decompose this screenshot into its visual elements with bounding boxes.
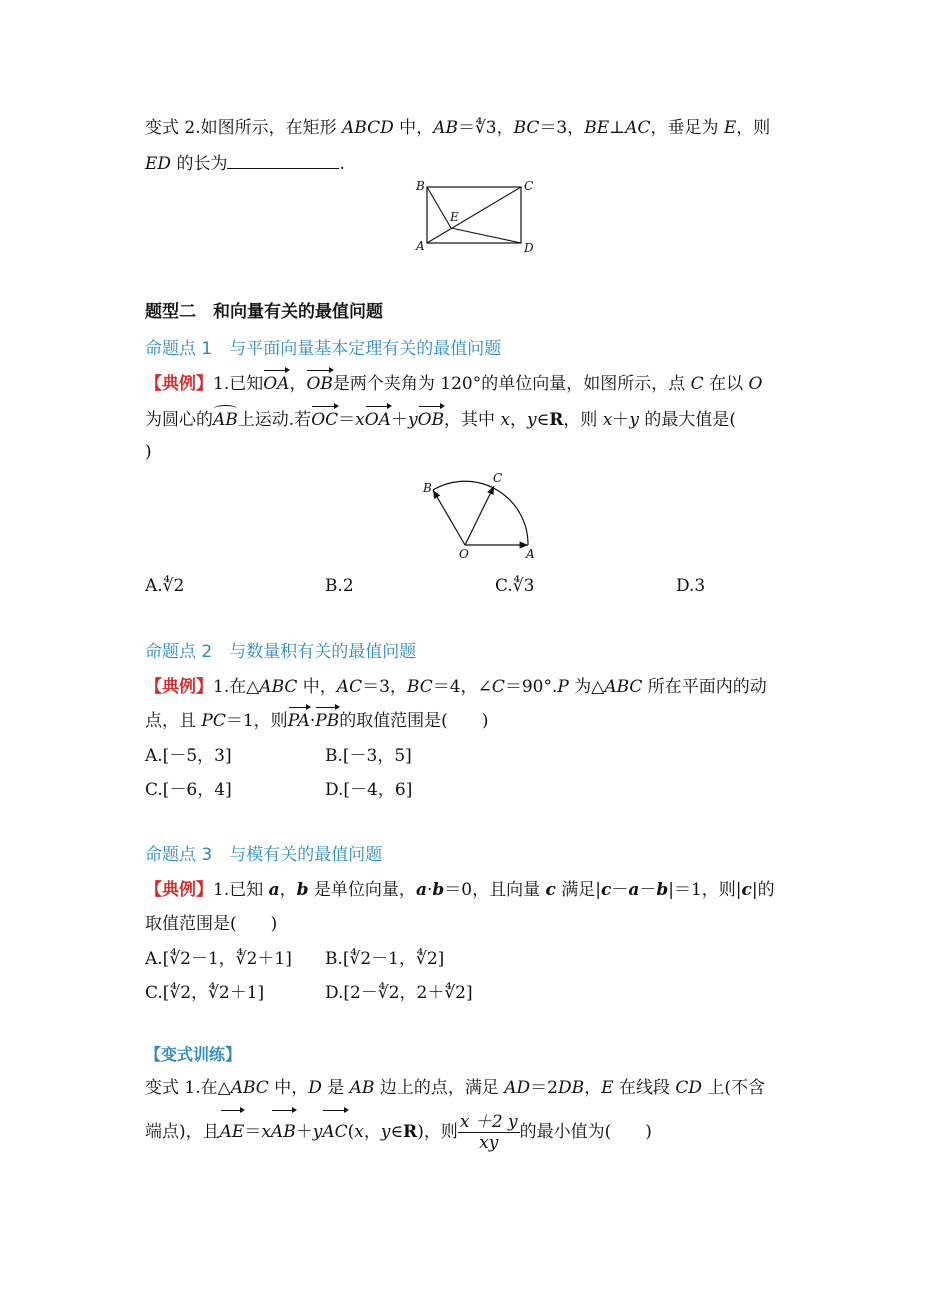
sub1-line1: 【典例】1.已知OA，OB是两个夹角为 120°的单位向量，如图所示，点 C 在以 O bbox=[145, 374, 763, 394]
sub3-line1: 【典例】1.已知 a，b 是单位向量，a·b＝0，且向量 c 满足|c－a－b|＝1，则|c|的 bbox=[145, 880, 775, 900]
sub3-option-c[interactable]: C.[∜2，∜2＋1] bbox=[145, 983, 265, 1003]
label-b: B bbox=[423, 481, 432, 495]
sub3-option-d[interactable]: D.[2－∜2，2＋∜2] bbox=[325, 983, 473, 1003]
sub2-option-a[interactable]: A.[－5，3] bbox=[145, 746, 232, 766]
segment-be bbox=[427, 187, 451, 228]
fraction-numerator: x ＋2 y bbox=[459, 1112, 518, 1132]
fraction bbox=[458, 1112, 520, 1153]
sub2-title: 命题点 2 与数量积有关的最值问题 bbox=[145, 642, 417, 662]
sub2-line2: 点，且 PC＝1，则PA·PB的取值范围是( ) bbox=[145, 711, 489, 731]
label-c: C bbox=[493, 471, 503, 485]
sub3-option-a[interactable]: A.[∜2－1，∜2＋1] bbox=[145, 949, 292, 969]
sub2-tag: 【典例】 bbox=[145, 677, 213, 697]
segment-ed bbox=[451, 228, 521, 243]
sub1-line3: ) bbox=[145, 442, 152, 462]
arc-figure bbox=[410, 468, 550, 560]
vector-oc bbox=[465, 486, 494, 545]
label-a: A bbox=[526, 547, 535, 560]
sub1-option-b[interactable]: B.2 bbox=[325, 576, 354, 596]
sub1-tag: 【典例】 bbox=[145, 374, 213, 394]
diagonal-ac bbox=[427, 187, 521, 243]
rectangle-figure bbox=[410, 178, 545, 258]
sub1-title: 命题点 1 与平面向量基本定理有关的最值问题 bbox=[145, 339, 502, 359]
sub3-option-b[interactable]: B.[∜2－1，∜2] bbox=[325, 949, 445, 969]
sub3-line2: 取值范围是( ) bbox=[145, 914, 278, 934]
label-e: E bbox=[450, 210, 459, 224]
sub1-line2: 为圆心的AB上运动.若OC＝xOA＋yOB，其中 x，y∈R，则 x＋y 的最大值是( bbox=[145, 410, 736, 430]
label-a: A bbox=[416, 239, 425, 253]
sub3-title: 命题点 3 与模有关的最值问题 bbox=[145, 845, 383, 865]
sub2-option-b[interactable]: B.[－3，5] bbox=[325, 746, 412, 766]
fraction-denominator: xy bbox=[479, 1133, 499, 1153]
label-o: O bbox=[459, 547, 469, 560]
label-b: B bbox=[416, 179, 425, 193]
training-title: 【变式训练】 bbox=[145, 1045, 242, 1064]
sub2-option-d[interactable]: D.[－4，6] bbox=[325, 780, 413, 800]
label-c: C bbox=[524, 179, 534, 193]
answer-blank[interactable] bbox=[227, 150, 339, 169]
sub2-option-c[interactable]: C.[－6，4] bbox=[145, 780, 232, 800]
training-line1: 变式 1.在△ABC 中，D 是 AB 边上的点，满足 AD＝2DB，E 在线段 CD 上(不含 bbox=[145, 1078, 766, 1098]
training-line2: 端点)，且AE＝xAB＋yAC(x，y∈R)，则 $\frac{x +2 y}{xy}$ 的最小值为( ) bbox=[145, 1112, 652, 1153]
variant2-line1: 变式 2.如图所示，在矩形 ABCD 中，AB＝∜3，BC＝3，BE⊥AC，垂足为 E，则 bbox=[145, 118, 771, 138]
variant2-line2: ED 的长为 . bbox=[145, 150, 345, 176]
section-title: 题型二 和向量有关的最值问题 bbox=[145, 302, 383, 322]
sub1-option-c[interactable]: C.∜3 bbox=[495, 576, 535, 596]
label-d: D bbox=[524, 241, 534, 255]
sub3-tag: 【典例】 bbox=[145, 880, 213, 900]
sub1-option-a[interactable]: A.∜2 bbox=[145, 576, 185, 596]
sub2-line1: 【典例】1.在△ABC 中，AC＝3，BC＝4，∠C＝90°.P 为△ABC 所在平面内的动 bbox=[145, 677, 767, 697]
vector-ob bbox=[433, 490, 465, 545]
sub1-option-d[interactable]: D.3 bbox=[676, 576, 706, 596]
